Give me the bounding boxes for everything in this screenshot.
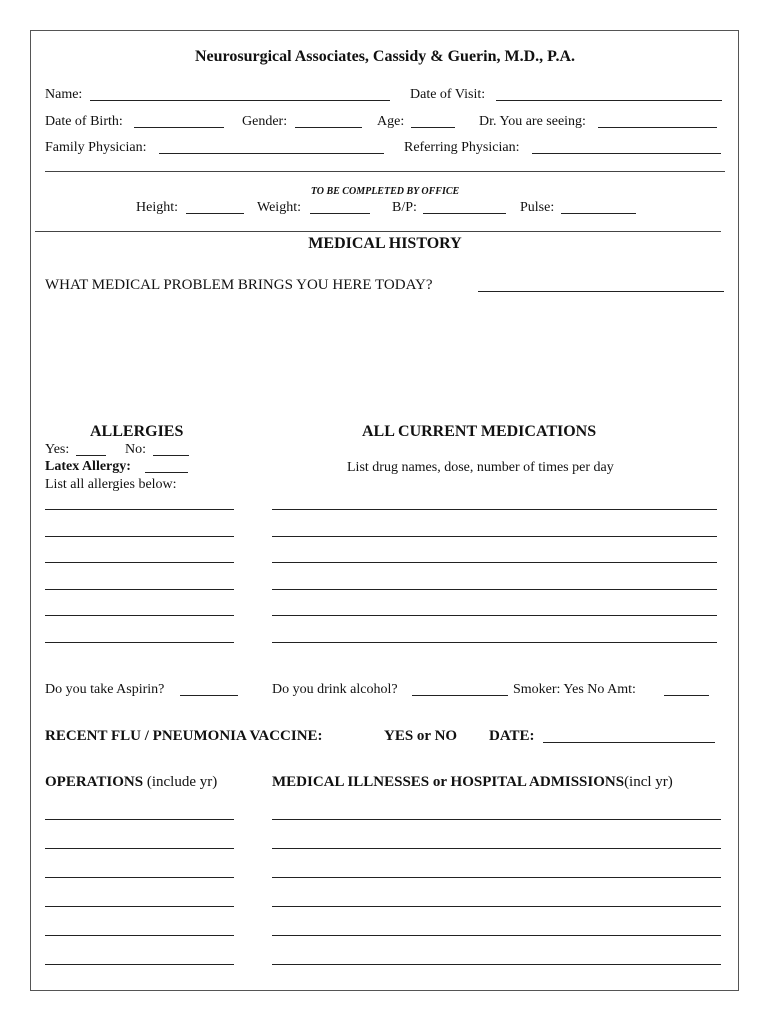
date-of-visit-label: Date of Visit: [410, 87, 486, 102]
medication-line[interactable] [272, 589, 717, 590]
age-field[interactable] [411, 127, 455, 128]
allergy-instructions: List all allergies below: [45, 477, 177, 492]
allergy-line[interactable] [45, 615, 234, 616]
vaccine-date-label: DATE: [489, 728, 535, 744]
weight-field[interactable] [310, 213, 370, 214]
medication-line[interactable] [272, 509, 717, 510]
illness-line[interactable] [272, 935, 721, 936]
pulse-label: Pulse: [520, 200, 555, 215]
medications-title: ALL CURRENT MEDICATIONS [362, 423, 597, 440]
dr-seeing-field[interactable] [598, 127, 717, 128]
latex-allergy-field[interactable] [145, 472, 188, 473]
alcohol-label: Do you drink alcohol? [272, 682, 398, 697]
allergy-line[interactable] [45, 536, 234, 537]
pulse-field[interactable] [561, 213, 636, 214]
office-note: TO BE COMPLETED BY OFFICE [310, 186, 460, 197]
medication-line[interactable] [272, 642, 717, 643]
vaccine-date-field[interactable] [543, 742, 715, 743]
medical-problem-question: WHAT MEDICAL PROBLEM BRINGS YOU HERE TODAY? [45, 277, 433, 293]
smoker-amount-field[interactable] [664, 695, 709, 696]
dr-seeing-label: Dr. You are seeing: [479, 114, 586, 129]
operations-title: OPERATIONS [45, 774, 144, 790]
dob-label: Date of Birth: [45, 114, 123, 129]
section-divider [35, 231, 721, 232]
weight-label: Weight: [257, 200, 301, 215]
operation-line[interactable] [45, 935, 234, 936]
date-of-visit-field[interactable] [496, 100, 722, 101]
allergy-line[interactable] [45, 589, 234, 590]
referring-physician-label: Referring Physician: [404, 140, 520, 155]
illness-line[interactable] [272, 906, 721, 907]
allergy-line[interactable] [45, 509, 234, 510]
operations-heading [45, 774, 217, 791]
allergy-yes-field[interactable] [76, 455, 106, 456]
referring-physician-field[interactable] [532, 153, 721, 154]
latex-allergy-label: Latex Allergy: [45, 459, 131, 474]
vaccine-options[interactable]: YES or NO [384, 728, 458, 744]
illnesses-heading [272, 774, 673, 791]
family-physician-label: Family Physician: [45, 140, 147, 155]
gender-label: Gender: [242, 114, 288, 129]
vaccine-label: RECENT FLU / PNEUMONIA VACCINE: [45, 728, 323, 744]
operation-line[interactable] [45, 964, 234, 965]
illness-line[interactable] [272, 819, 721, 820]
allergy-no-field[interactable] [153, 455, 189, 456]
medical-history-title: MEDICAL HISTORY [308, 235, 462, 252]
name-field[interactable] [90, 100, 390, 101]
medication-line[interactable] [272, 562, 717, 563]
dob-field[interactable] [134, 127, 224, 128]
height-label: Height: [136, 200, 178, 215]
alcohol-field[interactable] [412, 695, 508, 696]
allergy-line[interactable] [45, 562, 234, 563]
illness-line[interactable] [272, 964, 721, 965]
medical-problem-field[interactable] [478, 291, 724, 292]
age-label: Age: [377, 114, 405, 129]
illnesses-title: MEDICAL ILLNESSES or HOSPITAL ADMISSIONS [272, 774, 625, 790]
aspirin-field[interactable] [180, 695, 238, 696]
height-field[interactable] [186, 213, 244, 214]
medications-instructions: List drug names, dose, number of times per day [347, 460, 614, 475]
allergy-line[interactable] [45, 642, 234, 643]
family-physician-field[interactable] [159, 153, 384, 154]
allergies-title: ALLERGIES [90, 423, 184, 440]
form-frame [30, 30, 739, 991]
medication-line[interactable] [272, 615, 717, 616]
name-label: Name: [45, 87, 83, 102]
allergy-no-label: No: [125, 442, 146, 457]
bp-label: B/P: [392, 200, 417, 215]
form-title: Neurosurgical Associates, Cassidy & Guerin, M.D., P.A. [195, 48, 575, 65]
illness-line[interactable] [272, 848, 721, 849]
operation-line[interactable] [45, 906, 234, 907]
medication-line[interactable] [272, 536, 717, 537]
gender-field[interactable] [295, 127, 362, 128]
illness-line[interactable] [272, 877, 721, 878]
allergy-yes-label: Yes: [45, 442, 70, 457]
operation-line[interactable] [45, 877, 234, 878]
operation-line[interactable] [45, 848, 234, 849]
operations-note: (include yr) [146, 774, 218, 790]
operation-line[interactable] [45, 819, 234, 820]
illnesses-note: (incl yr) [624, 774, 673, 790]
section-divider [45, 171, 725, 172]
bp-field[interactable] [423, 213, 506, 214]
smoker-label: Smoker: Yes No Amt: [513, 682, 636, 697]
aspirin-label: Do you take Aspirin? [45, 682, 165, 697]
